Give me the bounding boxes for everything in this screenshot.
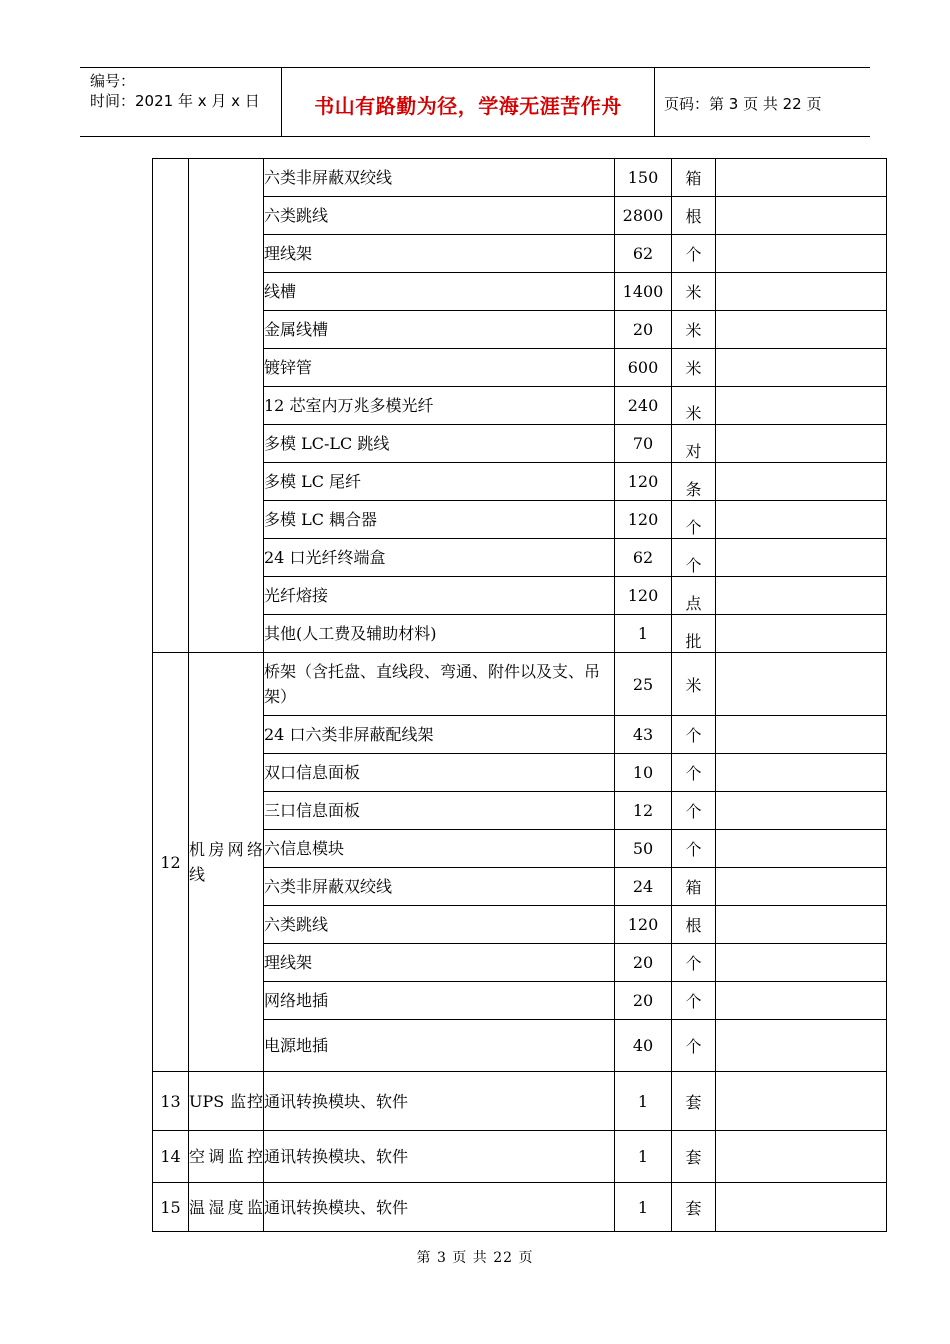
item-remark [716, 501, 887, 539]
item-unit: 套 [672, 1072, 716, 1131]
item-remark [716, 311, 887, 349]
item-unit: 根 [672, 197, 716, 235]
item-unit: 个 [672, 539, 716, 577]
header-motto: 书山有路勤为径，学海无涯苦作舟 [314, 94, 622, 118]
table-row [153, 1131, 887, 1183]
item-unit: 套 [672, 1183, 716, 1232]
equipment-table [152, 158, 887, 1232]
item-unit: 个 [672, 792, 716, 830]
item-name: 光纤熔接 [264, 577, 615, 615]
item-quantity: 40 [615, 1020, 672, 1072]
table-row [153, 653, 887, 716]
item-unit: 根 [672, 906, 716, 944]
row-category [189, 159, 264, 653]
item-quantity: 600 [615, 349, 672, 387]
item-name: 双口信息面板 [264, 754, 615, 792]
table-row [153, 197, 887, 235]
item-unit: 米 [672, 653, 716, 716]
item-unit: 个 [672, 716, 716, 754]
table-row [153, 159, 887, 197]
table-row [153, 235, 887, 273]
time-label: 时间：2021 年 x 月 x 日 [90, 92, 260, 110]
header-divider [654, 68, 655, 136]
table-row [153, 501, 887, 539]
item-quantity: 24 [615, 868, 672, 906]
header-meta [90, 71, 260, 111]
item-quantity: 2800 [615, 197, 672, 235]
item-name: 其他(人工费及辅助材料) [264, 615, 615, 653]
table-row [153, 754, 887, 792]
item-quantity: 120 [615, 501, 672, 539]
item-remark [716, 463, 887, 501]
item-quantity: 50 [615, 830, 672, 868]
row-category: 机房网络线 [189, 653, 264, 1072]
item-name: 网络地插 [264, 982, 615, 1020]
item-quantity: 62 [615, 235, 672, 273]
row-category: 温湿度监 [189, 1183, 264, 1232]
equipment-table-body [153, 159, 887, 1232]
item-name: 24 口光纤终端盒 [264, 539, 615, 577]
item-unit: 米 [672, 387, 716, 425]
item-quantity: 12 [615, 792, 672, 830]
item-unit: 个 [672, 1020, 716, 1072]
item-remark [716, 830, 887, 868]
item-quantity: 150 [615, 159, 672, 197]
table-row [153, 982, 887, 1020]
item-remark [716, 716, 887, 754]
page-header [80, 67, 870, 137]
item-name: 线槽 [264, 273, 615, 311]
item-name: 24 口六类非屏蔽配线架 [264, 716, 615, 754]
item-name: 理线架 [264, 944, 615, 982]
item-unit: 米 [672, 349, 716, 387]
table-row [153, 1183, 887, 1232]
item-remark [716, 539, 887, 577]
item-quantity: 25 [615, 653, 672, 716]
row-category: UPS 监控 [189, 1072, 264, 1131]
item-name: 12 芯室内万兆多模光纤 [264, 387, 615, 425]
item-quantity: 1 [615, 615, 672, 653]
item-name: 六类跳线 [264, 197, 615, 235]
table-row [153, 868, 887, 906]
table-row [153, 425, 887, 463]
item-name: 通讯转换模块、软件 [264, 1072, 615, 1131]
table-row [153, 577, 887, 615]
item-quantity: 1 [615, 1131, 672, 1183]
item-remark [716, 615, 887, 653]
item-name: 桥架（含托盘、直线段、弯通、附件以及支、吊架） [264, 653, 615, 716]
item-unit: 米 [672, 311, 716, 349]
doc-number-label: 编号： [90, 72, 136, 90]
item-quantity: 120 [615, 463, 672, 501]
item-unit: 个 [672, 501, 716, 539]
item-name: 金属线槽 [264, 311, 615, 349]
table-row [153, 906, 887, 944]
item-remark [716, 1183, 887, 1232]
item-quantity: 20 [615, 982, 672, 1020]
table-row [153, 349, 887, 387]
table-row [153, 1020, 887, 1072]
table-row [153, 716, 887, 754]
table-row [153, 944, 887, 982]
item-quantity: 20 [615, 944, 672, 982]
item-remark [716, 906, 887, 944]
item-quantity: 120 [615, 906, 672, 944]
item-quantity: 62 [615, 539, 672, 577]
item-quantity: 120 [615, 577, 672, 615]
item-unit: 个 [672, 830, 716, 868]
item-name: 六类非屏蔽双绞线 [264, 159, 615, 197]
row-seq-number: 12 [153, 653, 189, 1072]
row-seq-number: 15 [153, 1183, 189, 1232]
item-name: 三口信息面板 [264, 792, 615, 830]
item-unit: 箱 [672, 159, 716, 197]
row-seq-number: 14 [153, 1131, 189, 1183]
table-row [153, 792, 887, 830]
item-name: 理线架 [264, 235, 615, 273]
item-name: 通讯转换模块、软件 [264, 1131, 615, 1183]
item-quantity: 1400 [615, 273, 672, 311]
item-name: 镀锌管 [264, 349, 615, 387]
item-remark [716, 349, 887, 387]
table-row [153, 539, 887, 577]
item-remark [716, 1131, 887, 1183]
item-remark [716, 653, 887, 716]
item-unit: 点 [672, 577, 716, 615]
item-remark [716, 197, 887, 235]
item-remark [716, 425, 887, 463]
item-remark [716, 1020, 887, 1072]
page-footer: 第 3 页 共 22 页 [416, 1250, 534, 1266]
item-quantity: 43 [615, 716, 672, 754]
item-name: 六类跳线 [264, 906, 615, 944]
item-unit: 个 [672, 235, 716, 273]
table-row [153, 463, 887, 501]
row-category: 空调监控 [189, 1131, 264, 1183]
item-remark [716, 1072, 887, 1131]
item-remark [716, 235, 887, 273]
item-remark [716, 754, 887, 792]
item-remark [716, 944, 887, 982]
item-remark [716, 387, 887, 425]
item-quantity: 240 [615, 387, 672, 425]
item-unit: 条 [672, 463, 716, 501]
item-unit: 对 [672, 425, 716, 463]
row-seq-number [153, 159, 189, 653]
item-unit: 个 [672, 754, 716, 792]
item-unit: 批 [672, 615, 716, 653]
item-unit: 箱 [672, 868, 716, 906]
item-name: 六类非屏蔽双绞线 [264, 868, 615, 906]
item-remark [716, 159, 887, 197]
row-seq-number: 13 [153, 1072, 189, 1131]
item-name: 多模 LC 耦合器 [264, 501, 615, 539]
table-row [153, 387, 887, 425]
item-unit: 个 [672, 982, 716, 1020]
item-quantity: 10 [615, 754, 672, 792]
item-unit: 套 [672, 1131, 716, 1183]
item-remark [716, 273, 887, 311]
item-quantity: 70 [615, 425, 672, 463]
item-remark [716, 982, 887, 1020]
item-name: 多模 LC-LC 跳线 [264, 425, 615, 463]
item-unit: 个 [672, 944, 716, 982]
item-name: 电源地插 [264, 1020, 615, 1072]
item-quantity: 20 [615, 311, 672, 349]
table-row [153, 273, 887, 311]
item-remark [716, 868, 887, 906]
item-remark [716, 792, 887, 830]
item-name: 通讯转换模块、软件 [264, 1183, 615, 1232]
item-remark [716, 577, 887, 615]
header-page-info: 页码：第 3 页 共 22 页 [664, 95, 822, 113]
table-row [153, 1072, 887, 1131]
item-quantity: 1 [615, 1183, 672, 1232]
item-quantity: 1 [615, 1072, 672, 1131]
item-name: 多模 LC 尾纤 [264, 463, 615, 501]
item-unit: 米 [672, 273, 716, 311]
table-row [153, 311, 887, 349]
table-row [153, 615, 887, 653]
item-name: 六信息模块 [264, 830, 615, 868]
